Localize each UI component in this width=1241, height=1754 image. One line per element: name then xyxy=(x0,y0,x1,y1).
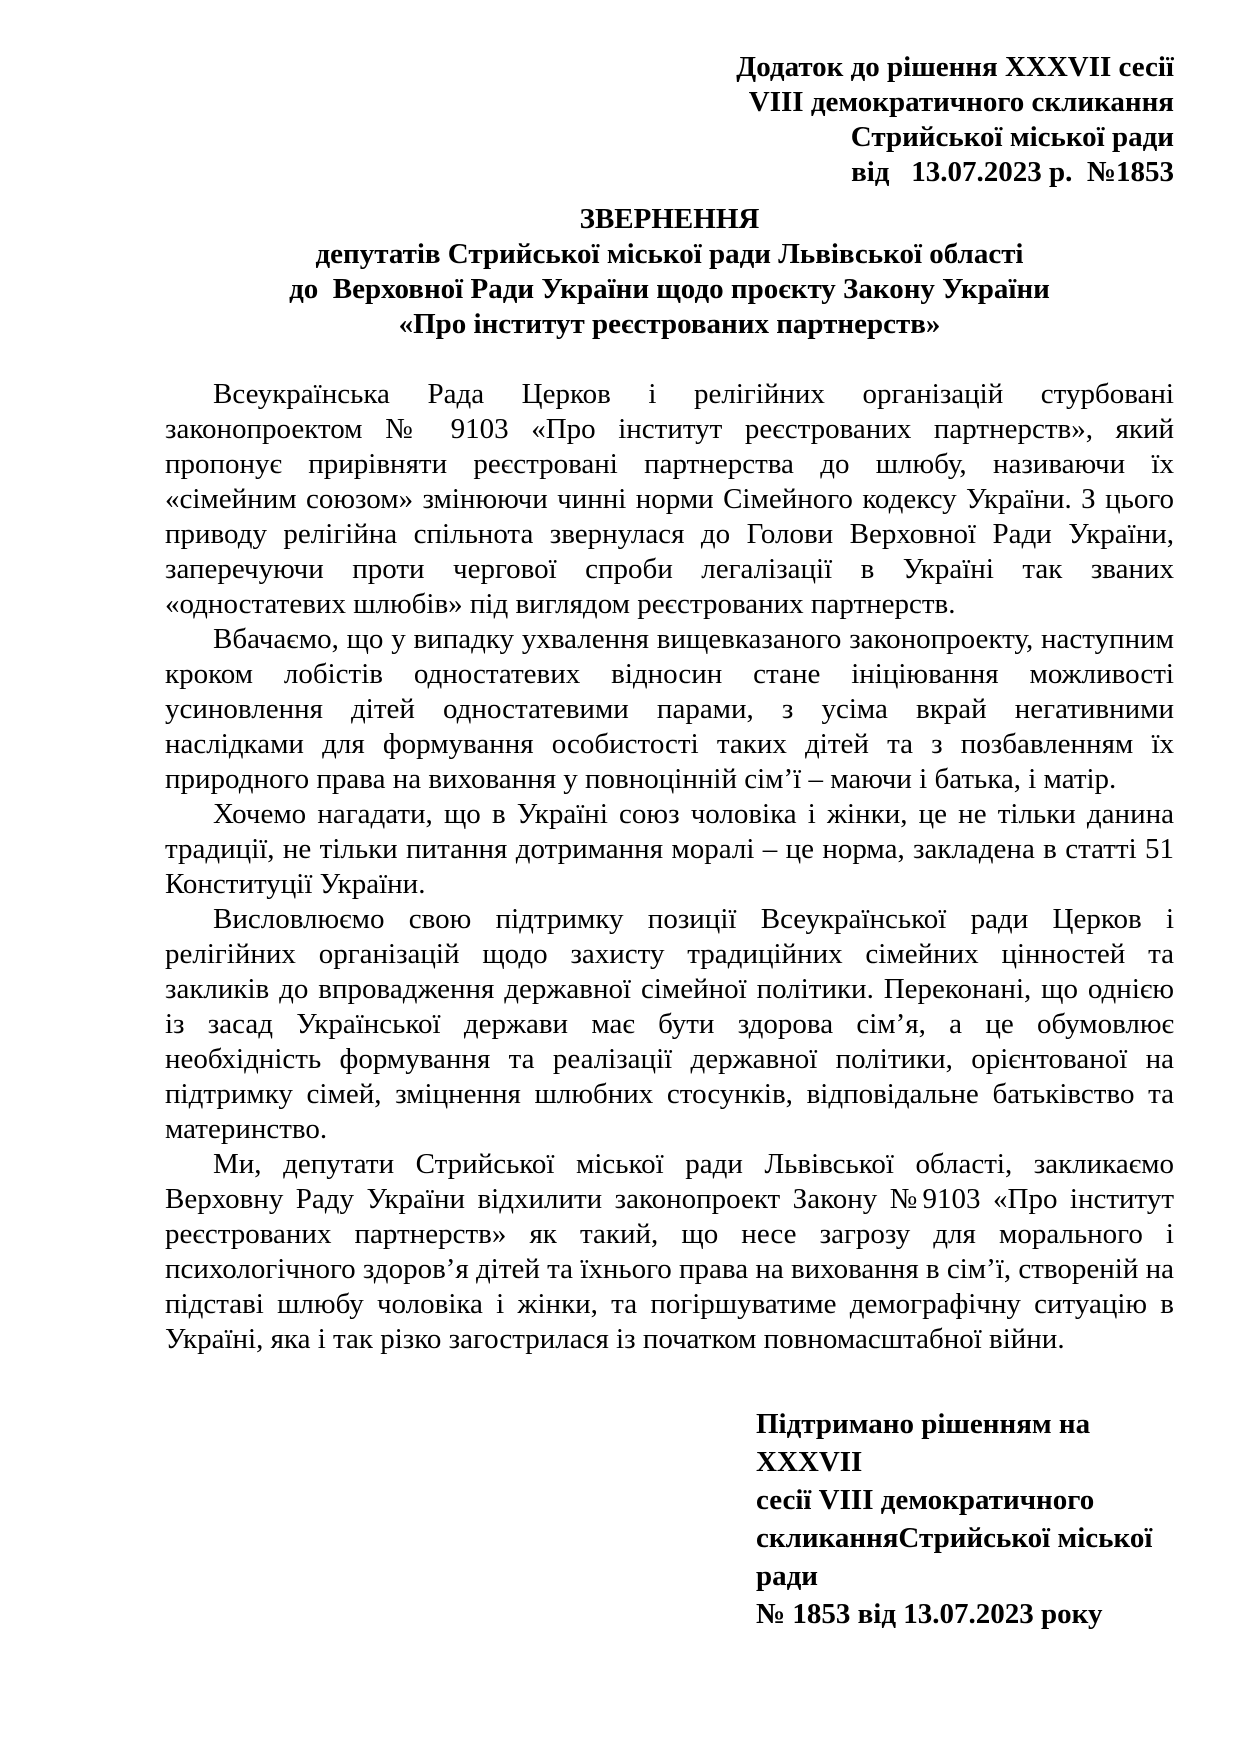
annex-reference-line: Додаток до рішення XXXVII сесії xyxy=(736,51,1174,83)
approval-note-line: сесії VIII демократичного xyxy=(756,1484,1095,1516)
approval-note-block xyxy=(756,1405,1174,1633)
annex-reference-date-number: від 13.07.2023 р. №1853 xyxy=(851,156,1174,188)
annex-reference-line: VIII демократичного скликання xyxy=(748,86,1174,118)
approval-note-line: Підтримано рішенням на XXXVII xyxy=(756,1408,1091,1478)
body-paragraph: Вбачаємо, що у випадку ухвалення вищевказаного законопроекту, наступним кроком лобістів одностатевих відносин стане ініціювання можливості усиновлення дітей одностатевими парами, з усіма вкрай негативними наслідками для формування особистості таких дітей та з позбавленням їх природного права на виховання у повноцінній сім’ї – маючи і батька, і матір. xyxy=(165,623,1174,795)
body-paragraph: Всеукраїнська Рада Церков і релігійних організацій стурбовані законопроектом № 9103 «Про інститут реєстрованих партнерств», який пропонує прирівняти реєстровані партнерства до шлюбу, називаючи їх «сімейним союзом» змінюючи чинні норми Сімейного кодексу України. З цього приводу релігійна спільнота звернулася до Голови Верховної Ради України, заперечуючи проти чергової спроби легалізації в Україні так званих «одностатевих шлюбів» під виглядом реєстрованих партнерств. xyxy=(165,378,1174,620)
document-title: ЗВЕРНЕННЯ xyxy=(579,203,760,235)
document-title-block xyxy=(165,202,1174,342)
annex-reference-line: Стрийської міської ради xyxy=(850,121,1174,153)
approval-note-line: скликанняСтрийської міської ради xyxy=(756,1522,1153,1592)
document-body xyxy=(165,377,1174,1357)
body-paragraph: Ми, депутати Стрийської міської ради Львівської області, закликаємо Верховну Раду України відхилити законопроект Закону №9103 «Про інститут реєстрованих партнерств» як такий, що несе загрозу для морального і психологічного здоров’я дітей та їхнього права на виховання в сім’ї, створеній на підставі шлюбу чоловіка і жінки, та погіршуватиме демографічну ситуацію в Україні, яка і так різко загострилася із початком повномасштабної війни. xyxy=(165,1148,1174,1355)
annex-reference-block xyxy=(165,50,1174,190)
body-paragraph: Висловлюємо свою підтримку позиції Всеукраїнської ради Церков і релігійних організацій щодо захисту традиційних сімейних цінностей та закликів до впровадження державної сімейної політики. Переконані, що однією із засад Української держави має бути здорова сім’я, а це обумовлює необхідність формування та реалізації державної політики, орієнтованої на підтримку сімей, зміцнення шлюбних стосунків, відповідальне батьківство та материнство. xyxy=(165,903,1174,1145)
body-paragraph: Хочемо нагадати, що в Україні союз чоловіка і жінки, це не тільки данина традиції, не тільки питання дотримання моралі – це норма, закладена в статті 51 Конституції України. xyxy=(165,798,1174,900)
approval-note-date-number: № 1853 від 13.07.2023 року xyxy=(756,1598,1103,1630)
document-subtitle: до Верховної Ради України щодо проєкту Закону України xyxy=(289,273,1050,305)
document-subtitle: депутатів Стрийської міської ради Львівської області xyxy=(315,238,1024,270)
document-subtitle: «Про інститут реєстрованих партнерств» xyxy=(398,308,941,340)
